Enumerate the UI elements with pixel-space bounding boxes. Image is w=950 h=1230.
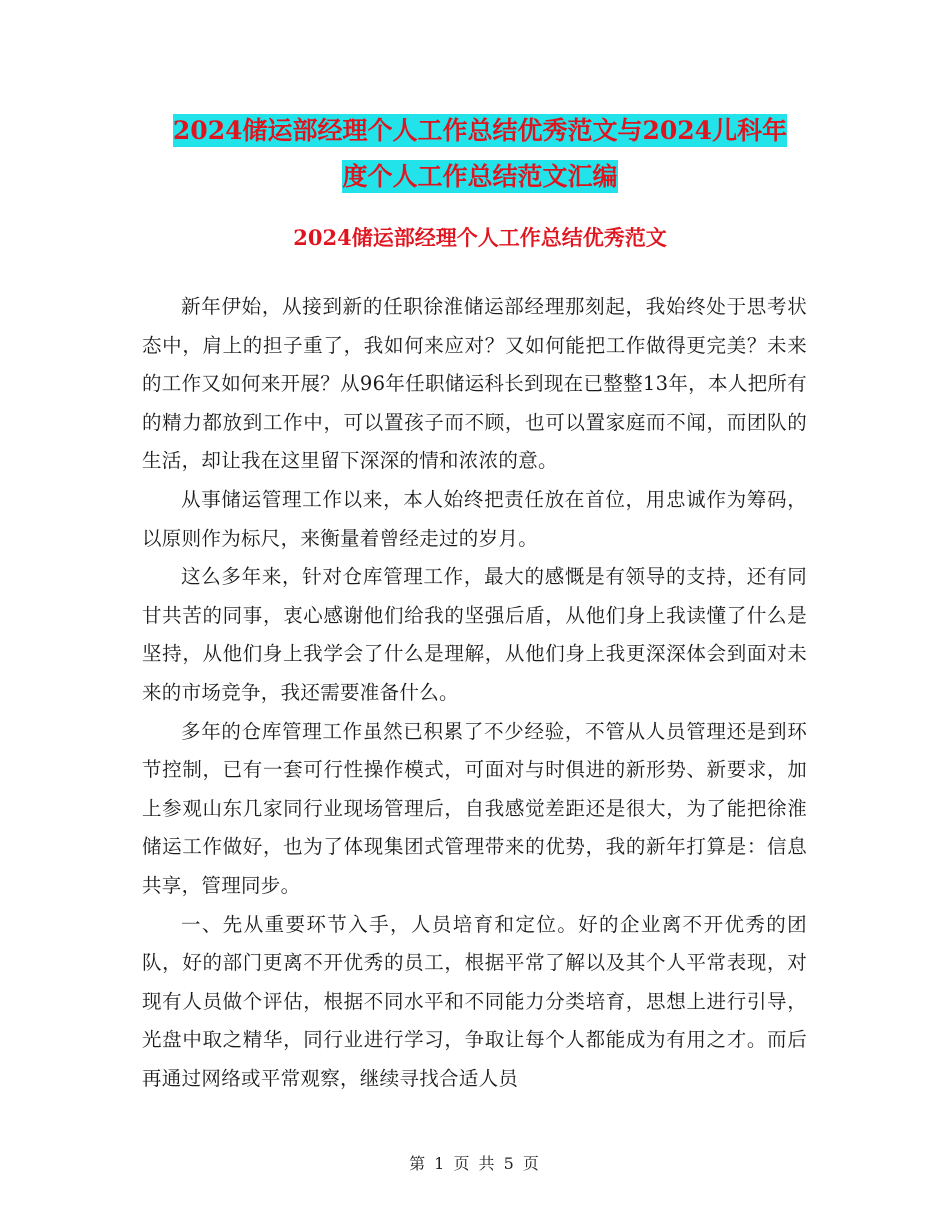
page-footer: 第 1 页 共 5 页 [409,1154,541,1173]
document-title [140,108,820,200]
paragraph: 一、先从重要环节入手，人员培育和定位。好的企业离不开优秀的团队，好的部门更离不开优秀的员工，根据平常了解以及其个人平常表现，对现有人员做个评估，根据不同水平和不同能力分类培育，思想上进行引导，光盘中取之精华，同行业进行学习，争取让每个人都能成为有用之才。而后再通过网络或平常观察，继续寻找合适人员 [142,912,807,1090]
paragraph: 这么多年来，针对仓库管理工作，最大的感慨是有领导的支持，还有同甘共苦的同事，衷心感谢他们给我的坚强后盾，从他们身上我读懂了什么是坚持，从他们身上我学会了什么是理解，从他们身上我更深深体会到面对未来的市场竞争，我还需要准备什么。 [142,565,807,704]
title-line-2: 度个人工作总结范文汇编 [342,162,618,191]
title-line-1: 2024储运部经理个人工作总结优秀范文与2024儿科年 [172,116,788,145]
paragraph: 多年的仓库管理工作虽然已积累了不少经验，不管从人员管理还是到环节控制，已有一套可行性操作模式，可面对与时俱进的新形势、新要求，加上参观山东几家同行业现场管理后，自我感觉差距还是很大，为了能把徐淮储运工作做好，也为了体现集团式管理带来的优势，我的新年打算是：信息共享，管理同步。 [142,719,807,897]
body-text [142,288,807,1098]
section-heading: 2024储运部经理个人工作总结优秀范文 [293,225,667,250]
paragraph: 从事储运管理工作以来，本人始终把责任放在首位，用忠诚作为筹码，以原则作为标尺，来衡量着曾经走过的岁月。 [142,487,807,550]
paragraph: 新年伊始，从接到新的任职徐淮储运部经理那刻起，我始终处于思考状态中，肩上的担子重了，我如何来应对？又如何能把工作做得更完美？未来的工作又如何来开展？从96年任职储运科长到现在已整整13年，本人把所有的精力都放到工作中，可以置孩子而不顾，也可以置家庭而不闻，而团队的生活，却让我在这里留下深深的情和浓浓的意。 [142,295,807,473]
